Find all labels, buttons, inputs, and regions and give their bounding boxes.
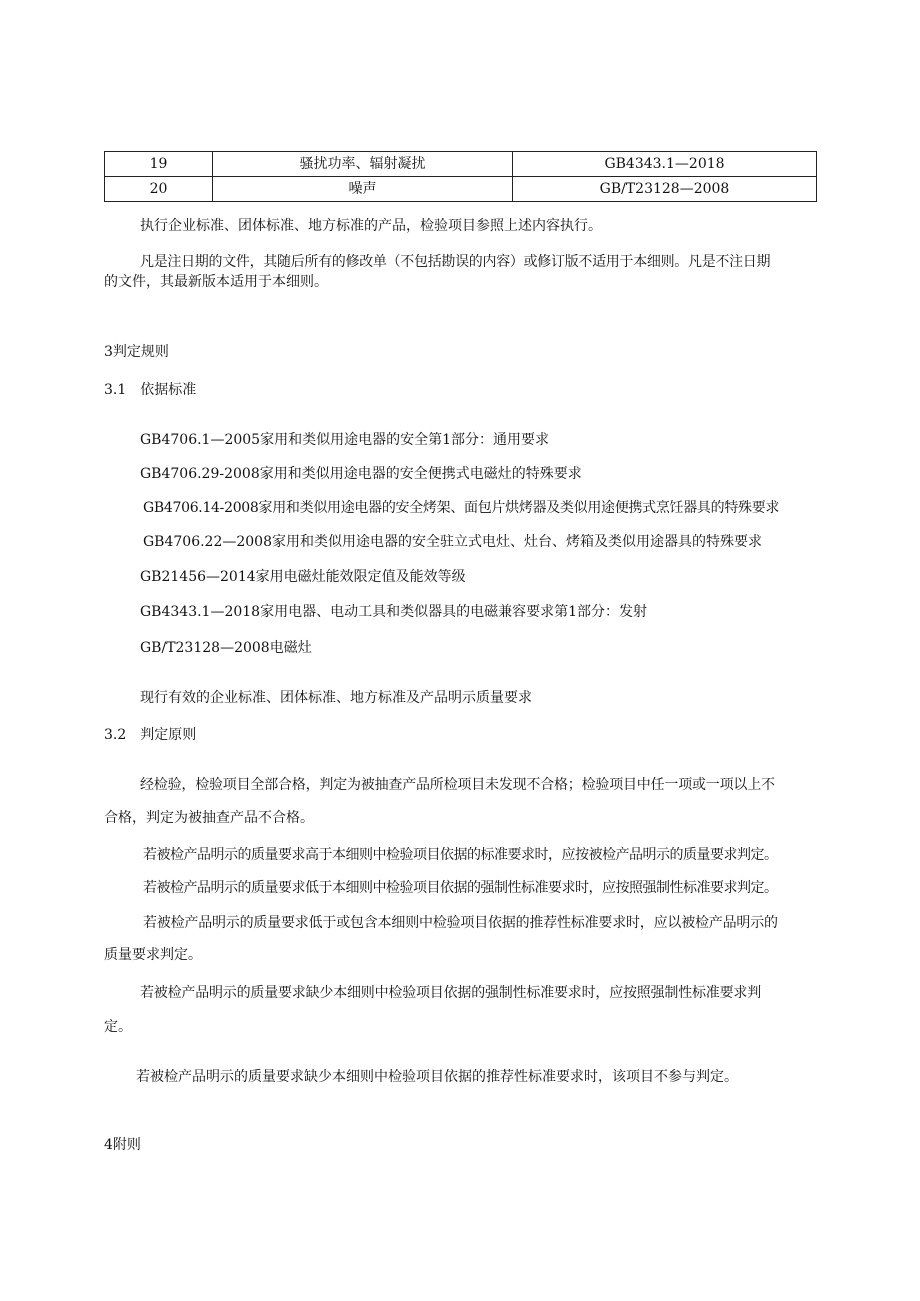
- row-standard: GB4343.1—2018: [513, 152, 817, 177]
- section-3-2-title: 3.2 判定原则: [104, 727, 197, 743]
- standard-item-7: GB/T23128—2008电磁灶: [140, 640, 312, 656]
- section-3-1-title: 3.1 依据标准: [104, 382, 197, 398]
- row-item: 骚扰功率、辐射凝扰: [213, 152, 513, 177]
- table-row: [105, 152, 817, 177]
- note-paragraph-2-line-1: 凡是注日期的文件，其随后所有的修改单（不包括勘误的内容）或修订版不适用于本细则。凡是不注日期: [140, 254, 771, 270]
- standard-item-4: GB4706.22—2008家用和类似用途电器的安全驻立式电灶、灶台、烤箱及类似用途器具的特殊要求: [143, 534, 762, 550]
- row-number: 20: [105, 177, 213, 202]
- note-paragraph-2-line-2: 的文件，其最新版本适用于本细则。: [104, 274, 328, 290]
- principle-3: 若被检产品明示的质量要求低于本细则中检验项目依据的强制性标准要求时，应按照强制性标准要求判定。: [143, 880, 778, 896]
- standard-item-3: GB4706.14-2008家用和类似用途电器的安全烤架、面包片烘烤器及类似用途便携式烹饪器具的特殊要求: [143, 500, 780, 516]
- principle-1-line-1: 经检验，检验项目全部合格，判定为被抽查产品所检项目未发现不合格；检验项目中任一项或一项以上不: [140, 777, 775, 793]
- principle-4-line-1: 若被检产品明示的质量要求低于或包含本细则中检验项目依据的推荐性标准要求时，应以被检产品明示的: [143, 915, 778, 931]
- row-item: 噪声: [213, 177, 513, 202]
- principle-6: 若被检产品明示的质量要求缺少本细则中检验项目依据的推荐性标准要求时，该项目不参与判定。: [136, 1069, 738, 1085]
- standard-item-1: GB4706.1—2005家用和类似用途电器的安全第1部分：通用要求: [140, 432, 549, 448]
- standard-item-5: GB21456—2014家用电磁灶能效限定值及能效等级: [140, 569, 466, 585]
- section-3-title: 3判定规则: [104, 344, 169, 360]
- standards-table: [104, 151, 817, 202]
- row-standard: GB/T23128—2008: [513, 177, 817, 202]
- standard-item-2: GB4706.29-2008家用和类似用途电器的安全便携式电磁灶的特殊要求: [140, 466, 582, 482]
- standards-note: 现行有效的企业标准、团体标准、地方标准及产品明示质量要求: [140, 690, 532, 706]
- principle-2: 若被检产品明示的质量要求高于本细则中检验项目依据的标准要求时，应按被检产品明示的质量要求判定。: [143, 847, 778, 863]
- principle-5-line-1: 若被检产品明示的质量要求缺少本细则中检验项目依据的强制性标准要求时，应按照强制性标准要求判: [140, 985, 761, 1001]
- principle-5-line-2: 定。: [104, 1019, 132, 1035]
- note-paragraph-1: 执行企业标准、团体标准、地方标准的产品，检验项目参照上述内容执行。: [140, 218, 602, 234]
- standard-item-6: GB4343.1—2018家用电器、电动工具和类似器具的电磁兼容要求第1部分：发射: [140, 604, 647, 620]
- principle-1-line-2: 合格，判定为被抽查产品不合格。: [104, 810, 314, 826]
- section-4-title: 4附则: [104, 1137, 141, 1153]
- row-number: 19: [105, 152, 213, 177]
- table-row: [105, 177, 817, 202]
- principle-4-line-2: 质量要求判定。: [104, 947, 202, 963]
